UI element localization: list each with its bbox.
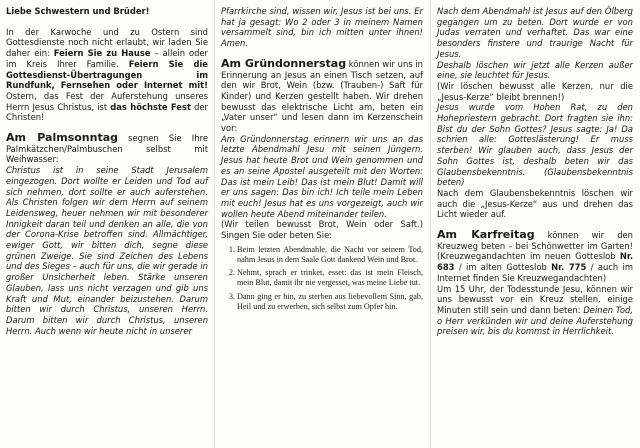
passage: Nach dem Abendmahl ist Jesus auf den Ölberg gegangen um zu beten. Dort wurde er von Judas verraten und verhaftet. Das war eine besonders finstere und traurige Nacht für Jesus. [437, 6, 633, 59]
gruendonnerstag-heading: Am Gründonnerstag [221, 56, 347, 70]
passage: (Wir löschen bewusst alle Kerzen, nur die „Jesus-Kerze“ bleibt brennen!) [437, 80, 633, 102]
passage: Jesus wurde vom Hohen Rat, zu den Hohepriestern gebracht. Dort fragten sie ihn: Bist du der Sohn Gottes? Jesus sagte: Ja! Da schrien alle: Gotteslästerung! Er muss sterben! Wir glauben auch, dass Jesus der Sohn Gottes ist, deshalb beten wir das Glaubensbekenntnis. (Glaubensbekenntnis beten) [437, 102, 633, 188]
column-right [437, 6, 633, 337]
passage: Deshalb löschen wir jetzt alle Kerzen außer eine, sie leuchtet für Jesus. [437, 59, 633, 81]
palmsonntag-prayer: Christus ist in seine Stadt Jerusalem eingezogen. Dort wollte er Leiden und Tod auf sich nehmen, dort sollte er auch auferstehen. Als Christen folgen wir dem Herrn auf seinem Leidensweg, heuer nehmen wir mit besonderer Innigkeit daran teil und denken an alle, die von der Corona-Krise betroffen sind. Allmächtiger, ewiger Gott, wir bitten dich, segne diese grünen Zweige. Sie sind Zeichen des Lebens und des Sieges – auch für uns, die wir gerade in großer Unsicherheit leben. Stärke unseren Glauben, lass uns nicht verzagen und gib uns Kraft und Mut, einander beizustehen. Darum bitten wir durch Christus, unseren Herrn. Darum bitten wir durch Christus, unseren Herrn. Auch wenn wir heute nicht in unserer [6, 165, 208, 336]
gruendonnerstag-section: Am Gründonnerstag können wir uns in Erinnerung an Jesus an einen Tisch setzen, auf den wir Brot, Wein (bzw. (Trauben-) Saft für Kinder) und Kerzen gestellt haben. Wir drehen bewusst das elektrische Licht am, beten ein „Vater unser“ und lesen dann im Kerzenschein vor: [221, 56, 423, 134]
fold-line [430, 0, 431, 448]
continuation-text: Pfarrkirche sind, wissen wir, Jesus ist bei uns. Er hat ja gesagt: Wo 2 oder 3 in meinem Namen versammelt sind, bin ich mitten unter ihnen! Amen. [221, 6, 423, 49]
song-verse: 2. Nehmt, sprach er trinket, esset: das ist mein Fleisch, mein Blut, damit ihr nie vergesset, was meine Liebe tut. [237, 268, 423, 288]
karfreitag-text: Um 15 Uhr, der Todesstunde Jesu, können wir uns bewusst vor ein Kreuz stellen, einige Minuten still sein und dann beten: Deinen Tod, o Herr verkünden wir und deine Auferstehung preisen wir, bis du kommst in Herrlichkeit. [437, 283, 633, 337]
greeting: Liebe Schwestern und Brüder! [6, 6, 150, 16]
fold-line [214, 0, 215, 448]
column-left [6, 6, 208, 336]
palmsonntag-section: Am Palmsonntag segnen Sie Ihre Palmkätzchen/Palmbuschen selbst mit Weihwasser: [6, 131, 208, 165]
karfreitag-section: Am Karfreitag können wir den Kreuzweg beten – bei Schönwetter im Garten! (Kreuzwegandachten im neuen Gotteslob Nr. 683 / im alten Gotteslob Nr. 775 / auch im Internet finden Sie Kreuzwegandachten) [437, 228, 633, 283]
song-verse: 3. Dann ging er hin, zu sterben aus liebevollem Sinn, gab, Heil und zu erwerben, sich selbst zum Opfer hin. [237, 292, 423, 312]
song-verse: 1. Beim letzten Abendmahle, die Nacht vor seinem Tod, nahm Jesus in dem Saale Gott dankend Wein und Brot. [237, 245, 423, 265]
gruendonnerstag-prayer: Am Gründonnerstag erinnern wir uns an das letzte Abendmahl Jesu mit seinen Jüngern. Jesus hat heute Brot und Wein genommen und es an seine Apostel ausgeteilt mit den Worten: Das ist mein Leib! Das ist mein Blut! Damit will er uns sagen: Das bin ich! Ich teile mein Leben mit euch! Jesus hat es uns vorgezeigt, auch wir wollen heute Abend miteinander teilen. [221, 133, 423, 219]
intro-paragraph: In der Karwoche und zu Ostern sind Gottesdienste noch nicht erlaubt, wir laden Sie daher ein: Feiern Sie zu Hause – allein oder im Kreis Ihrer Familie. Feiern Sie die Gottesdienst-Übertragungen im Rundfunk, Fernsehen oder Internet mit! Ostern, das Fest der Auferstehung unseres Herrn Jesus Christus, ist das höchste Fest der Christen! [6, 26, 208, 123]
column-middle [221, 6, 423, 315]
song-verses [221, 245, 423, 312]
passage: Nach dem Glaubensbekenntnis löschen wir auch die „Jesus-Kerze“ aus und drehen das Licht wieder auf. [437, 187, 633, 220]
share-instruction: (Wir teilen bewusst Brot, Wein oder Saft.) Singen Sie oder beten Sie: [221, 219, 423, 241]
palmsonntag-heading: Am Palmsonntag [6, 131, 119, 145]
karfreitag-heading: Am Karfreitag [437, 228, 535, 242]
